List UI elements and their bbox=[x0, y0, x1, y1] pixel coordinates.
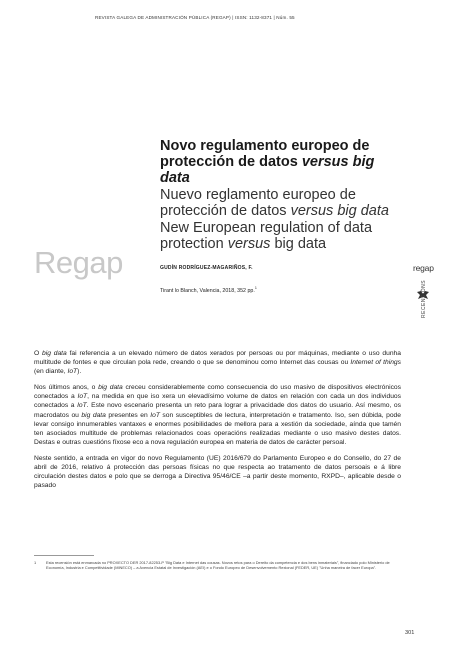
title-english: New European regulation of data protection versus big data bbox=[160, 220, 373, 252]
paragraph-3: Neste sentido, a entrada en vigor do novo Regulamento (UE) 2016/679 do Parlamento Europeo e do Consello, do 27 de abril de 2016, relativo á protección das persoas físicas no que respecta ao tratamento de datos persoais e á libre circulación destes datos e polo que se derroga a Directiva 95/46/CE –a partir deste momento, RXPD–, aplicable desde o pasado bbox=[34, 454, 401, 490]
article-titles bbox=[160, 138, 400, 252]
footnote-ref[interactable]: 1 bbox=[254, 286, 257, 290]
paragraph-2: Nos últimos anos, o big data creceu considerablemente como consecuencia do uso masivo de dispositivos electrónicos conectados a IoT, na medida en que iso xera un elevadísimo volume de datos en relación con cada un dos individuos conectados a IoT. Este novo escenario presenta un reto para lograr a privacidade dos datos do usuario. Así mesmo, os macrodatos ou big data presentes en IoT son susceptibles de lectura, interpretación e tratamento. Iso, sen dúbida, pode levar consigo innumerables vantaxes e enormes posibilidades de mellora para a xestión da sociedade, aínda que tamén ten asociados multitude de problemas relacionados coas operacións realizadas mediante o uso masivo destes datos. Destas e outras cuestións fíxose eco a nova regulación europea en materia de datos de carácter persoal. bbox=[34, 384, 401, 446]
footnote-text: Esta recensión está enmarcada no PROXECTO DER 2017-82253-P "Big Data e Internet das cousas. Novos retos para o Dereito da competencia e dos bens inmateriais", financiado polo Ministerio de Economía, Industria e Competitividade (MINECO) – a Axencia Estatal de Investigación (AEI) e o Fondo Europeo de Desenvolvemento Rexional (FEDER, UE) "Unha maneira de facer Europa". bbox=[46, 560, 390, 571]
title-spanish: Nuevo reglamento europeo de protección de datos versus big data bbox=[160, 187, 389, 219]
footnote-number: 1 bbox=[34, 560, 37, 565]
sidebar-regap-logo: regap bbox=[413, 263, 434, 273]
running-head: REVISTA GALEGA DE ADMINISTRACIÓN PÚBLICA (REGAP) | ISSN: 1132-8371 | Núm. 55 bbox=[95, 15, 295, 20]
paragraph-1: O big data fai referencia a un elevado número de datos xerados por persoas ou por máquinas, mediante o uso dunha multitude de fontes e que circulan pola rede, creando o que se denominou como Internet das cousas ou Internet of things (en diante, IoT). bbox=[34, 350, 401, 376]
author: GUDÍN RODRÍGUEZ-MAGARIÑOS, F. bbox=[160, 265, 253, 271]
page-number: 301 bbox=[405, 630, 415, 636]
footnote bbox=[34, 560, 401, 571]
section-label: RECENSIÓNS bbox=[421, 279, 427, 318]
regap-logo: Regap bbox=[34, 245, 123, 280]
article-body bbox=[34, 349, 401, 497]
title-galician: Novo regulamento europeo de protección de datos versus big data bbox=[160, 138, 375, 186]
footnote-divider bbox=[34, 555, 94, 556]
publication-info: Tirant lo Blanch, Valencia, 2018, 352 pp.$^1$ bbox=[160, 286, 257, 294]
